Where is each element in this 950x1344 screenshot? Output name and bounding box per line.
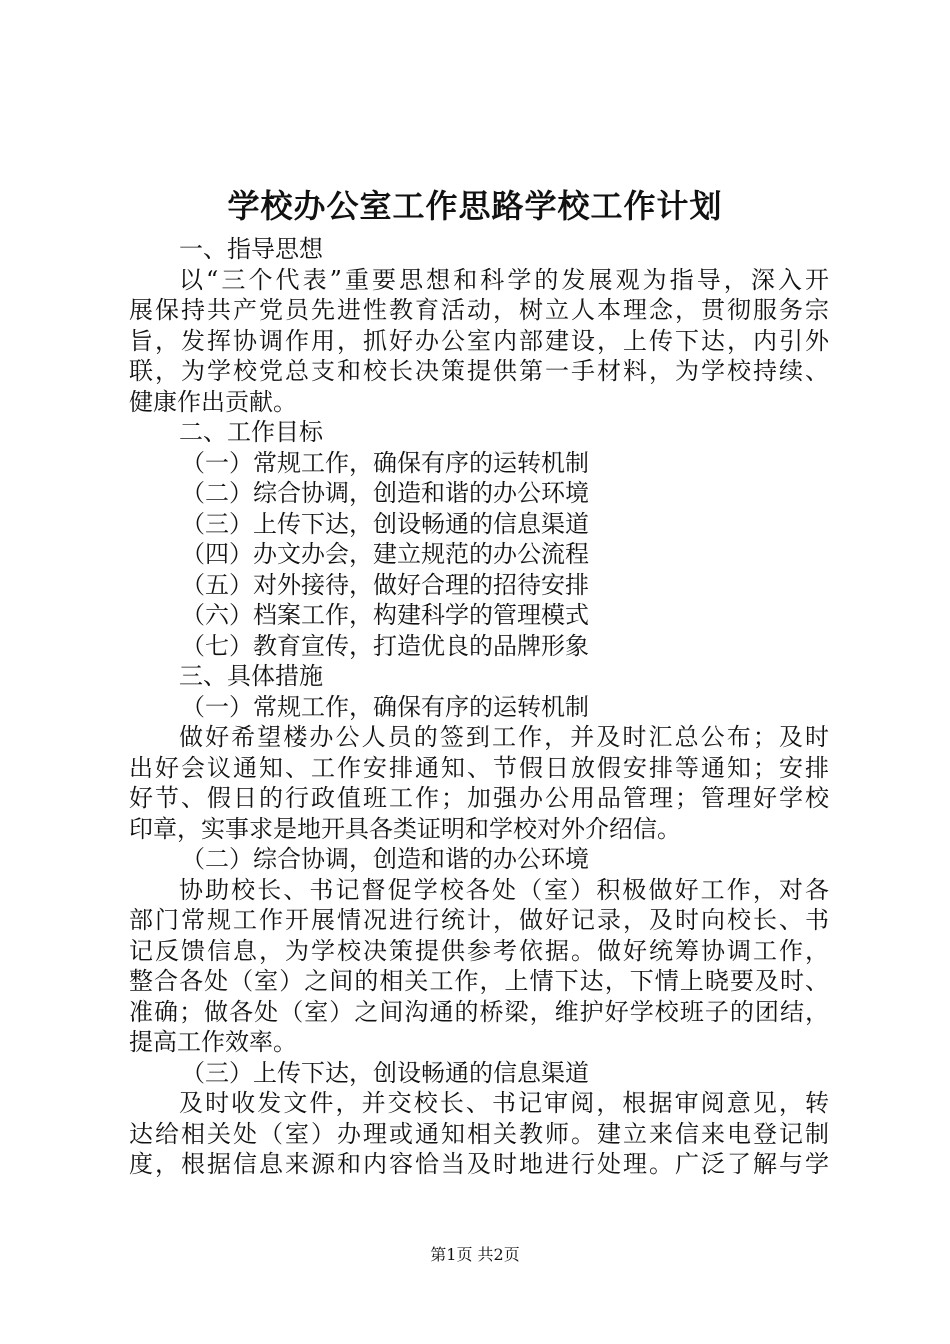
text-line: （三）上传下达，创设畅通的信息渠道 [181,509,589,538]
text-line: 及时收发文件，并交校长、书记审阅，根据审阅意见，转 [179,1089,829,1117]
text-line: 记反馈信息，为学校决策提供参考依据。做好统筹协调工作， [129,936,829,965]
text-line: 三、具体措施 [179,662,323,690]
text-line: 联，为学校党总支和校长决策提供第一手材料，为学校持续、 [129,357,829,385]
text-line: （一）常规工作，确保有序的运转机制 [181,692,589,721]
text-line: 好节、假日的行政值班工作；加强办公用品管理；管理好学校 [129,784,829,812]
text-line: 二、工作目标 [179,418,323,446]
text-line: （三）上传下达，创设畅通的信息渠道 [181,1058,589,1087]
text-line: （四）办文办会，建立规范的办公流程 [181,540,589,568]
text-line: 度，根据信息来源和内容恰当及时地进行处理。广泛了解与学 [129,1150,829,1178]
text-line: 达给相关处（室）办理或通知相关教师。建立来信来电登记制 [129,1119,829,1148]
text-line: （七）教育宣传，打造优良的品牌形象 [181,631,589,660]
text-line: 展保持共产党员先进性教育活动，树立人本理念，贯彻服务宗 [129,296,829,324]
text-line: （二）综合协调，创造和谐的办公环境 [181,479,589,507]
text-line: 健康作出贡献。 [129,387,297,416]
text-line: 旨，发挥协调作用，抓好办公室内部建设，上传下达，内引外 [129,326,829,355]
text-line: 部门常规工作开展情况进行统计，做好记录，及时向校长、书 [129,906,829,934]
text-line: （一）常规工作，确保有序的运转机制 [181,448,589,477]
text-line: 协助校长、书记督促学校各处（室）积极做好工作，对各 [179,875,829,904]
document-title: 学校办公室工作思路学校工作计划 [227,187,723,225]
text-line: 整合各处（室）之间的相关工作，上情下达，下情上晓要及时、 [129,967,829,995]
page-footer: 第1页 共2页 [430,1245,520,1264]
text-line: 以“三个代表”重要思想和科学的发展观为指导，深入开 [179,265,829,294]
text-line: 做好希望楼办公人员的签到工作，并及时汇总公布；及时 [179,723,829,751]
text-line: （二）综合协调，创造和谐的办公环境 [181,845,589,873]
text-line: （六）档案工作，构建科学的管理模式 [181,601,589,629]
text-line: 印章，实事求是地开具各类证明和学校对外介绍信。 [129,814,681,843]
text-line: 准确；做各处（室）之间沟通的桥梁，维护好学校班子的团结， [129,997,829,1026]
text-line: （五）对外接待，做好合理的招待安排 [181,570,589,599]
text-line: 提高工作效率。 [129,1028,297,1056]
document-body [129,234,829,1180]
text-line: 出好会议通知、工作安排通知、节假日放假安排等通知；安排 [129,753,829,782]
text-line: 一、指导思想 [179,235,323,263]
